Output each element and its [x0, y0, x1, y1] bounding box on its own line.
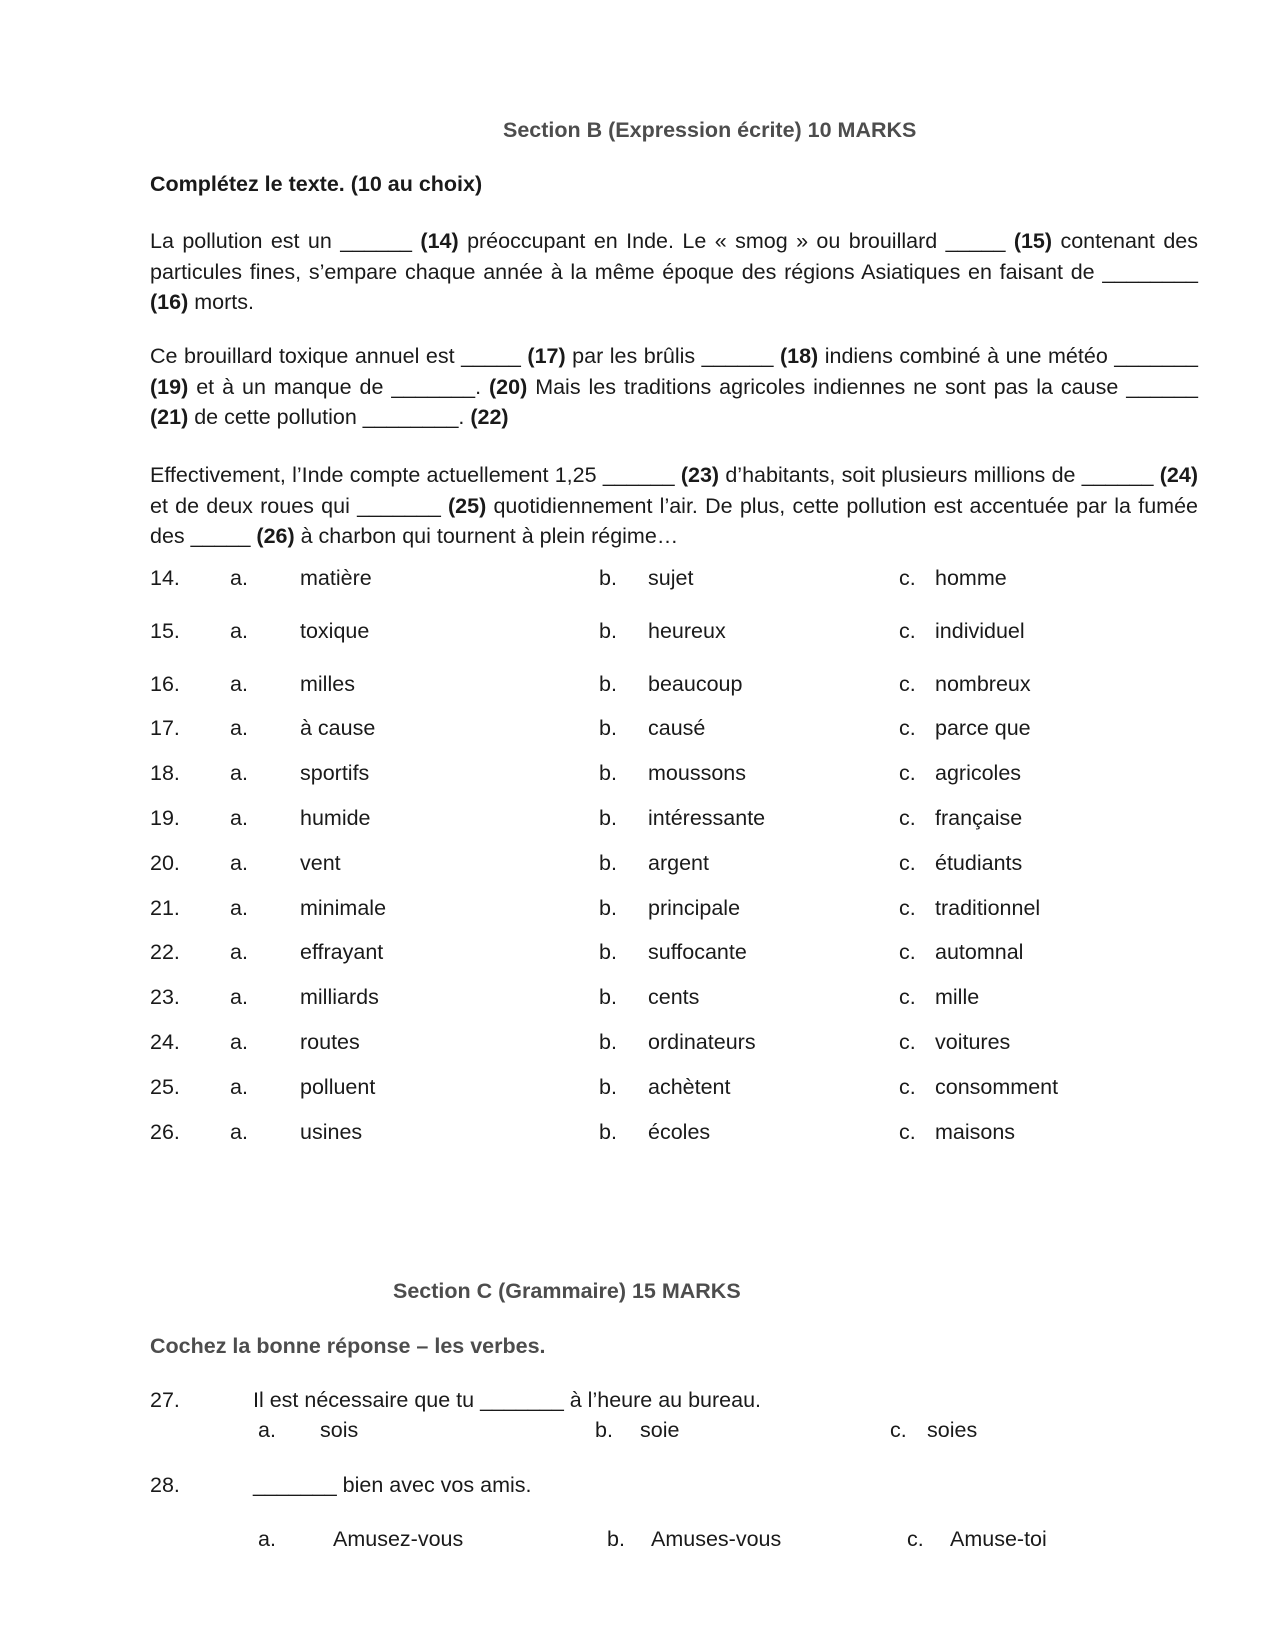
option-label-c: c.	[899, 985, 916, 1009]
option-label-c: c.	[899, 851, 916, 875]
option-c[interactable]: individuel	[935, 619, 1025, 643]
question-number: 18.	[150, 761, 180, 785]
paragraph-text: de cette pollution ________.	[188, 405, 471, 429]
option-label-c: c.	[899, 619, 916, 643]
option-label-b: b.	[599, 566, 617, 590]
option-c[interactable]: Amuse-toi	[950, 1527, 1047, 1551]
option-label-b: b.	[599, 761, 617, 785]
option-b[interactable]: causé	[648, 716, 706, 740]
blank-number: (15)	[1013, 229, 1053, 253]
option-c[interactable]: traditionnel	[935, 896, 1041, 920]
question-27-line	[0, 1388, 1275, 1418]
question-number: 15.	[150, 619, 180, 643]
paragraph-text: par les brûlis ______	[565, 344, 780, 368]
option-c[interactable]: parce que	[935, 716, 1031, 740]
option-label-a: a.	[230, 985, 248, 1009]
option-b[interactable]: Amuses-vous	[651, 1527, 782, 1551]
paragraph-text: préoccupant en Inde. Le « smog » ou brouillard _____	[458, 229, 1014, 253]
option-label-a: a.	[230, 1030, 248, 1054]
option-a[interactable]: routes	[300, 1030, 360, 1054]
section-b-instruction: Complétez le texte. (10 au choix)	[150, 172, 483, 196]
question-27-options	[0, 1418, 1275, 1448]
question-number: 19.	[150, 806, 180, 830]
option-b[interactable]: sujet	[648, 566, 694, 590]
option-label-a: a.	[258, 1418, 276, 1442]
option-label-b: b.	[599, 940, 617, 964]
paragraph-text: quotidiennement l’air. De plus, cette pollution est accentuée par la fumée des _____	[150, 493, 1198, 548]
option-row	[0, 896, 1275, 926]
option-row	[0, 1075, 1275, 1105]
blank-number: (21)	[150, 405, 189, 429]
option-b[interactable]: heureux	[648, 619, 726, 643]
option-row	[0, 851, 1275, 881]
blank-number: (24)	[1159, 463, 1198, 487]
option-label-c: c.	[890, 1418, 907, 1442]
option-row	[0, 806, 1275, 836]
option-label-b: b.	[599, 896, 617, 920]
option-row	[0, 672, 1275, 702]
option-label-b: b.	[607, 1527, 625, 1551]
option-a[interactable]: vent	[300, 851, 341, 875]
option-b[interactable]: moussons	[648, 761, 746, 785]
option-label-c: c.	[899, 566, 916, 590]
option-b[interactable]: ordinateurs	[648, 1030, 756, 1054]
option-b[interactable]: soie	[640, 1418, 680, 1442]
option-label-c: c.	[899, 1075, 916, 1099]
paragraph-3	[150, 460, 1198, 552]
blank-number: (26)	[256, 524, 295, 548]
question-number: 24.	[150, 1030, 180, 1054]
paragraph-text: Ce brouillard toxique annuel est _____	[150, 344, 528, 368]
question-number: 28.	[150, 1473, 180, 1497]
blank-number: (20)	[489, 374, 528, 399]
option-b[interactable]: suffocante	[648, 940, 747, 964]
paragraph-text: Effectivement, l’Inde compte actuellement 1,25 ______	[150, 463, 681, 487]
blank-number: (19)	[150, 374, 189, 399]
question-number: 25.	[150, 1075, 180, 1099]
section-c-title: Section C (Grammaire) 15 MARKS	[393, 1279, 741, 1303]
option-a[interactable]: usines	[300, 1120, 363, 1144]
question-text: _______ bien avec vos amis.	[253, 1473, 532, 1497]
blank-number: (16)	[150, 290, 189, 314]
option-a[interactable]: minimale	[300, 896, 387, 920]
option-a[interactable]: sportifs	[300, 761, 370, 785]
option-b[interactable]: intéressante	[648, 806, 766, 830]
option-label-b: b.	[595, 1418, 613, 1442]
option-label-b: b.	[599, 1075, 617, 1099]
question-number: 27.	[150, 1388, 180, 1412]
option-a[interactable]: à cause	[300, 716, 376, 740]
paragraph-text: à charbon qui tournent à plein régime…	[294, 524, 679, 548]
blank-number: (17)	[527, 344, 566, 368]
option-b[interactable]: achètent	[648, 1075, 731, 1099]
question-text: Il est nécessaire que tu _______ à l’heure au bureau.	[253, 1388, 762, 1412]
paragraph-text: et de deux roues qui _______	[150, 493, 448, 518]
section-c-instruction: Cochez la bonne réponse – les verbes.	[150, 1334, 546, 1358]
option-c[interactable]: étudiants	[935, 851, 1023, 875]
option-label-c: c.	[899, 672, 916, 696]
option-label-b: b.	[599, 985, 617, 1009]
question-number: 20.	[150, 851, 180, 875]
question-28-line	[0, 1473, 1275, 1503]
paragraph-text: indiens combiné à une météo _______	[818, 344, 1199, 368]
option-label-b: b.	[599, 619, 617, 643]
option-label-a: a.	[230, 1120, 248, 1144]
option-a[interactable]: toxique	[300, 619, 370, 643]
blank-number: (25)	[448, 493, 487, 518]
paragraph-2	[150, 341, 1198, 433]
question-28-options	[0, 1527, 1275, 1557]
option-label-a: a.	[230, 1075, 248, 1099]
blank-number: (18)	[779, 344, 819, 368]
option-label-a: a.	[230, 566, 248, 590]
blank-number: (14)	[420, 229, 459, 253]
option-label-a: a.	[230, 896, 248, 920]
option-c[interactable]: nombreux	[935, 672, 1031, 696]
option-label-c: c.	[899, 896, 916, 920]
option-c[interactable]: soies	[927, 1418, 978, 1442]
option-a[interactable]: Amusez-vous	[333, 1527, 464, 1551]
option-label-b: b.	[599, 672, 617, 696]
option-row	[0, 940, 1275, 970]
option-row	[0, 985, 1275, 1015]
option-label-b: b.	[599, 1030, 617, 1054]
paragraph-text: d’habitants, soit plusieurs millions de ______	[719, 463, 1160, 487]
option-c[interactable]: mille	[935, 985, 980, 1009]
option-b[interactable]: beaucoup	[648, 672, 743, 696]
option-label-a: a.	[230, 851, 248, 875]
option-label-c: c.	[899, 1120, 916, 1144]
option-row	[0, 716, 1275, 746]
blank-number: (23)	[680, 463, 720, 487]
question-number: 16.	[150, 672, 180, 696]
option-c[interactable]: française	[935, 806, 1023, 830]
option-a[interactable]: polluent	[300, 1075, 376, 1099]
option-label-c: c.	[899, 761, 916, 785]
option-label-c: c.	[899, 806, 916, 830]
question-number: 14.	[150, 566, 180, 590]
option-row	[0, 761, 1275, 791]
option-label-b: b.	[599, 851, 617, 875]
option-c[interactable]: homme	[935, 566, 1007, 590]
option-a[interactable]: effrayant	[300, 940, 384, 964]
option-label-c: c.	[899, 940, 916, 964]
option-row	[0, 619, 1275, 649]
question-number: 22.	[150, 940, 180, 964]
question-number: 17.	[150, 716, 180, 740]
question-number: 26.	[150, 1120, 180, 1144]
option-label-a: a.	[230, 716, 248, 740]
option-label-a: a.	[230, 806, 248, 830]
option-b[interactable]: argent	[648, 851, 709, 875]
option-c[interactable]: automnal	[935, 940, 1024, 964]
option-c[interactable]: agricoles	[935, 761, 1022, 785]
paragraph-text: La pollution est un ______	[150, 229, 421, 253]
option-b[interactable]: écoles	[648, 1120, 711, 1144]
question-number: 21.	[150, 896, 180, 920]
paragraph-text: morts.	[188, 290, 254, 314]
option-a[interactable]: milles	[300, 672, 355, 696]
option-label-b: b.	[599, 1120, 617, 1144]
option-label-c: c.	[899, 716, 916, 740]
blank-number: (22)	[470, 405, 509, 429]
paragraph-1	[150, 226, 1198, 318]
option-a[interactable]: milliards	[300, 985, 379, 1009]
option-row	[0, 1120, 1275, 1150]
option-c[interactable]: voitures	[935, 1030, 1011, 1054]
option-label-a: a.	[258, 1527, 276, 1551]
option-label-b: b.	[599, 806, 617, 830]
option-label-a: a.	[230, 619, 248, 643]
option-a[interactable]: humide	[300, 806, 371, 830]
option-b[interactable]: cents	[648, 985, 700, 1009]
option-b[interactable]: principale	[648, 896, 741, 920]
section-b-title: Section B (Expression écrite) 10 MARKS	[503, 118, 917, 142]
question-number: 23.	[150, 985, 180, 1009]
option-label-c: c.	[907, 1527, 924, 1551]
option-label-b: b.	[599, 716, 617, 740]
option-label-a: a.	[230, 940, 248, 964]
option-c[interactable]: maisons	[935, 1120, 1016, 1144]
paragraph-text: contenant des particules fines, s’empare chaque année à la même époque des régions Asiatiques en faisant de ________	[150, 229, 1198, 284]
option-label-c: c.	[899, 1030, 916, 1054]
option-a[interactable]: matière	[300, 566, 372, 590]
paragraph-text: et à un manque de _______.	[188, 374, 489, 399]
option-row	[0, 1030, 1275, 1060]
paragraph-text: Mais les traditions agricoles indiennes ne sont pas la cause ______	[527, 374, 1198, 399]
option-a[interactable]: sois	[320, 1418, 359, 1442]
option-label-a: a.	[230, 672, 248, 696]
option-label-a: a.	[230, 761, 248, 785]
option-row	[0, 566, 1275, 596]
option-c[interactable]: consomment	[935, 1075, 1059, 1099]
